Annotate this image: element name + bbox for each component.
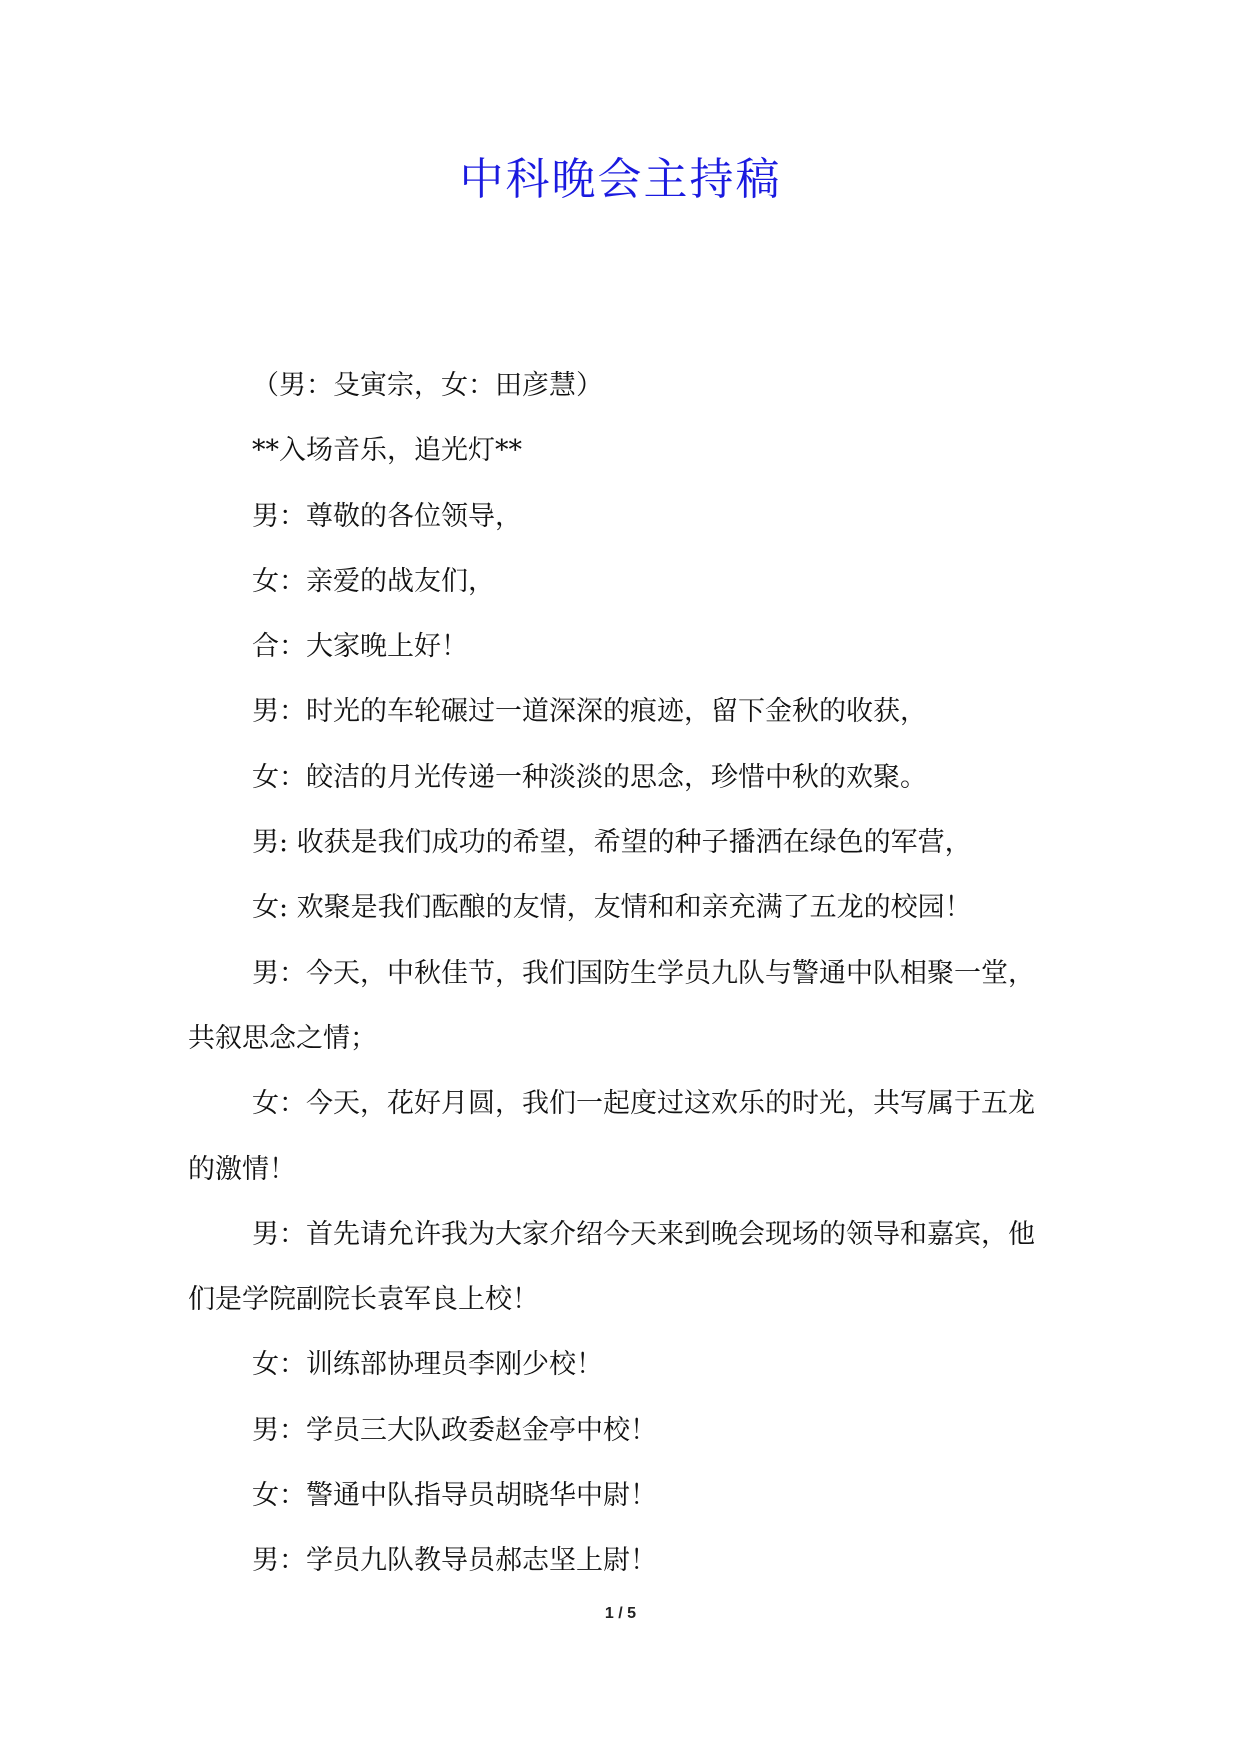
paragraph-line: 女：皎洁的月光传递一种淡淡的思念，珍惜中秋的欢聚。 bbox=[252, 761, 927, 793]
paragraph-line: 合：大家晚上好！ bbox=[252, 631, 468, 663]
paragraph-line: 男：学员三大队政委赵金亭中校！ bbox=[252, 1414, 657, 1446]
paragraph-line: 男：尊敬的各位领导， bbox=[252, 500, 522, 532]
paragraph-line: 女：亲爱的战友们， bbox=[252, 565, 495, 597]
paragraph-stage-direction: **入场音乐，追光灯** bbox=[252, 435, 522, 467]
page-number: 1 / 5 bbox=[604, 1605, 637, 1622]
document-title: 中科晚会主持稿 bbox=[459, 154, 782, 205]
paragraph-line: 男：学员九队教导员郝志坚上尉！ bbox=[252, 1545, 657, 1577]
paragraph-line: 女：警通中队指导员胡晓华中尉！ bbox=[252, 1480, 657, 1512]
paragraph-line: 女：今天，花好月圆，我们一起度过这欢乐的时光，共写属于五龙的激情！ bbox=[188, 1088, 1035, 1185]
paragraph-line: 女: 欢聚是我们酝酿的友情，友情和和亲充满了五龙的校园！ bbox=[252, 892, 972, 924]
paragraph-line: 男：首先请允许我为大家介绍今天来到晚会现场的领导和嘉宾，他们是学院副院长袁军良上校！ bbox=[188, 1218, 1035, 1316]
paragraph-line: 男：时光的车轮碾过一道深深的痕迹，留下金秋的收获， bbox=[252, 696, 927, 728]
paragraph-cast: （男：殳寅宗，女：田彦慧） bbox=[252, 370, 603, 401]
paragraph-line: 男: 收获是我们成功的希望，希望的种子播洒在绿色的军营， bbox=[252, 827, 972, 859]
document-body bbox=[188, 353, 1056, 1594]
paragraph-line: 女：训练部协理员李刚少校！ bbox=[252, 1349, 603, 1381]
paragraph-line: 男：今天，中秋佳节，我们国防生学员九队与警通中队相聚一堂，共叙思念之情； bbox=[188, 957, 1035, 1054]
